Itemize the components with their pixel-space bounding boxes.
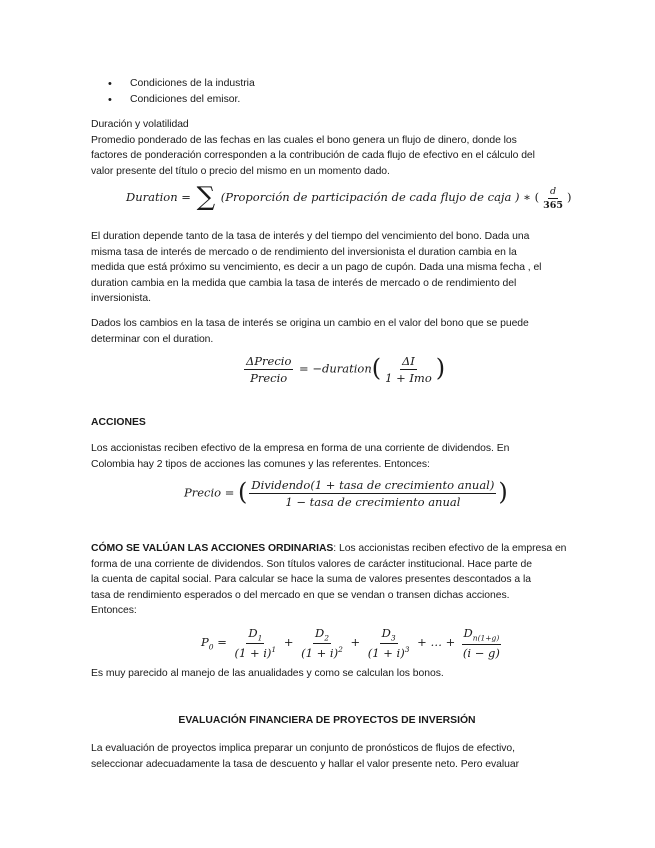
paragraph-line: misma tasa de interés de mercado o de rendimiento del inversionista el duration cambia en la	[91, 246, 517, 258]
bullet-list	[108, 76, 255, 108]
section-heading: Duración y volatilidad	[91, 119, 189, 130]
paragraph-line: Colombia hay 2 tipos de acciones las comunes y las referentes. Entonces:	[91, 458, 430, 470]
paragraph-line: valor presente del título o precio del mismo en un momento dado.	[91, 165, 390, 177]
paragraph-line: determinar con el duration.	[91, 333, 214, 345]
fraction: $\frac{d}{365}$	[543, 185, 563, 211]
fraction: $\frac{D_3}{(1 + i)^3}$	[367, 626, 410, 661]
paragraph-line: Entonces:	[91, 605, 137, 617]
duration-section	[91, 117, 563, 179]
fraction: $\frac{\Delta I}{\text{1 + Imo}}$	[385, 354, 432, 385]
paragraph-line: inversionista.	[91, 293, 151, 305]
duration-paragraph-3	[91, 316, 563, 347]
acciones-paragraph	[91, 441, 563, 472]
list-item: • Condiciones del emisor.	[108, 92, 255, 108]
paragraph-line: Es muy parecido al manejo de las anualidades y como se calculan los bonos.	[91, 668, 444, 679]
summation-symbol: ∑	[196, 182, 216, 212]
paragraph-line: Dados los cambios en la tasa de interés se origina un cambio en el valor del bono que se puede	[91, 318, 529, 329]
paragraph-line: La evaluación de proyectos implica preparar un conjunto de pronósticos de flujos de efectivo,	[91, 743, 515, 754]
paragraph-line: factores de ponderación corresponden a la contribución de cada flujo de efectivo en el cálculo del	[91, 150, 535, 162]
dividend-discount-formula: $P_0$ = $\frac{D_1}{(1 + i)^1}$ + $\frac{D_2}{(1 + i)^2}$ + $\frac{D_3}{(1 + i)^3}$ + … + $\frac{D_{n(1+g)}}{(i - g)}$	[201, 626, 500, 661]
duration-paragraph-2	[91, 229, 563, 307]
valuan-paragraph: CÓMO SE VALÚAN LAS ACCIONES ORDINARIAS: Los accionistas reciben efectivo de la empresa en forma de una corriente de dividendos. Son títulos valores de carácter institucional. Hace parte de la cuenta de capital social. Para calcular se hace la suma de valores presentes descontados a la tasa de rendimiento esperados o del mercado en que se vendan o transen dichas acciones. Entonces:	[91, 541, 563, 619]
section-heading: EVALUACIÓN FINANCIERA DE PROYECTOS DE INVERSIÓN	[178, 715, 476, 726]
paragraph-line: medida que está próximo su vencimiento, es decir a un pago de cupón. Dada una misma fecha , el	[91, 262, 542, 274]
fraction: $\frac{\text{Dividendo(1 + tasa de crecimiento anual)}}{\text{1 − tasa de crecimiento anual}}$	[251, 478, 495, 509]
fraction: $\frac{D_1}{(1 + i)^1}$	[234, 626, 277, 661]
list-item: • Condiciones de la industria	[108, 76, 255, 92]
duration-formula: Duration = ∑ (Proporción de participación de cada flujo de caja ) ∗ ( $\frac{d}{365}$ )	[126, 182, 572, 212]
paragraph-line: seleccionar adecuadamente la tasa de descuento y hallar el valor presente neto. Pero evaluar	[91, 758, 520, 770]
paragraph-line: duration cambia en la medida que cambia la tasa de interés de mercado o de rendimiento del	[91, 277, 517, 289]
paragraph-line: la cuenta de capital social. Para calcular se hace la suma de valores presentes descontados a la	[91, 574, 531, 586]
price-change-formula: $\frac{\text{ΔPrecio}}{\text{Precio}}$ = −duration( $\frac{\Delta I}{\text{1 + Imo}}$ )	[246, 353, 446, 385]
paragraph-line: forma de una corriente de dividendos. Son títulos valores de carácter institucional. Hace parte de	[91, 558, 532, 570]
paragraph-line: tasa de rendimiento esperados o del mercado en que se vendan o transen dichas acciones.	[91, 589, 510, 601]
fraction: $\frac{D_{n(1+g)}}{(i - g)}$	[462, 626, 500, 660]
paragraph-line: El duration depende tanto de la tasa de interés y del tiempo del vencimiento del bono. Dada una	[91, 231, 530, 242]
fraction: $\frac{D_2}{(1 + i)^2}$	[301, 626, 343, 661]
valuan-closing	[91, 666, 563, 682]
evaluacion-paragraph	[91, 741, 563, 772]
section-heading: CÓMO SE VALÚAN LAS ACCIONES ORDINARIAS	[91, 543, 334, 554]
section-heading: ACCIONES	[91, 417, 146, 428]
paragraph-line: Promedio ponderado de las fechas en las cuales el bono genera un flujo de dinero, donde los	[91, 134, 517, 146]
paragraph-line: Los accionistas reciben efectivo de la empresa en forma de una corriente de dividendos. En	[91, 443, 510, 454]
fraction: $\frac{\text{ΔPrecio}}{\text{Precio}}$	[246, 354, 292, 385]
stock-price-formula: Precio = ( $\frac{\text{Dividendo(1 + tasa de crecimiento anual)}}{\text{1 − tasa de crecimiento anual}}$ )	[184, 477, 508, 509]
